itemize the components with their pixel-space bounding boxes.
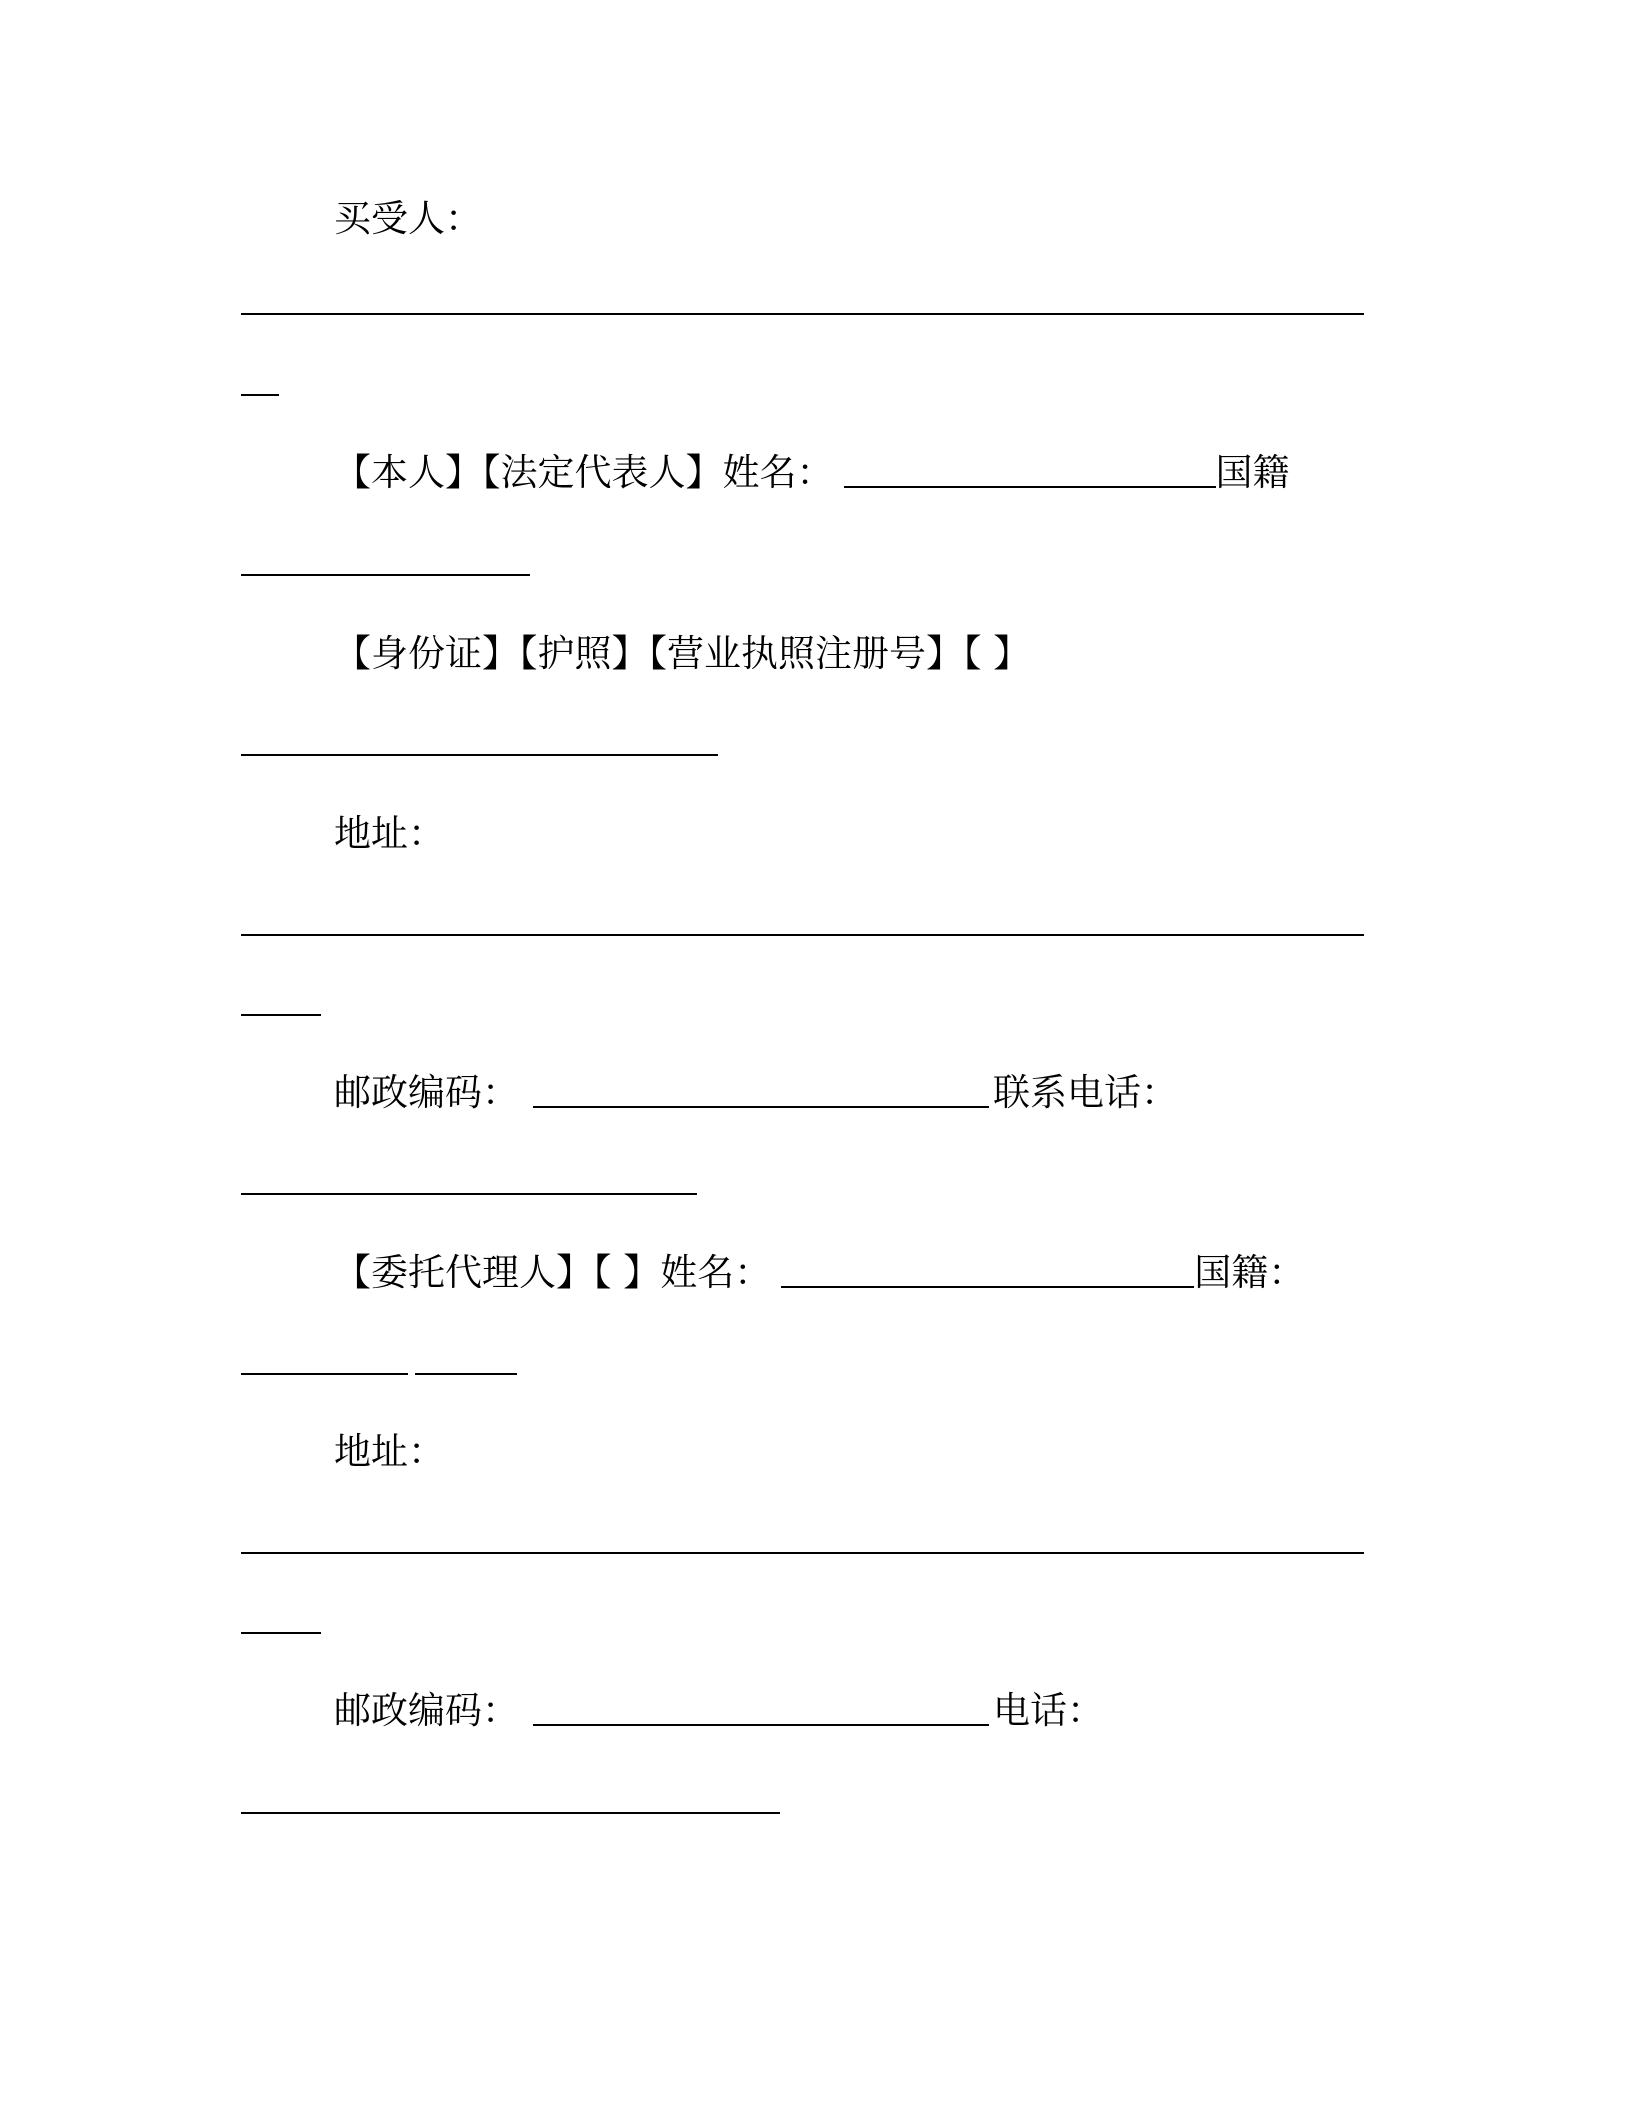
buyer-heading: 买受人： bbox=[334, 197, 482, 240]
buyer-heading-line bbox=[334, 196, 482, 242]
principal-phone-blank[interactable] bbox=[241, 1193, 697, 1195]
principal-role-label: 【本人】【法定代表人】姓名： bbox=[334, 451, 834, 494]
agent-contact-line bbox=[334, 1688, 1104, 1734]
principal-id-type-label: 【身份证】【护照】【营业执照注册号】【 】 bbox=[334, 632, 1031, 675]
agent-address-blank-continued[interactable] bbox=[241, 1632, 321, 1634]
principal-address-blank-continued[interactable] bbox=[241, 1014, 321, 1016]
principal-address-blank[interactable] bbox=[241, 934, 1364, 936]
principal-contact-line bbox=[334, 1070, 1178, 1116]
agent-name-line bbox=[334, 1250, 1305, 1296]
principal-name-line bbox=[334, 450, 1290, 496]
agent-phone-blank[interactable] bbox=[241, 1812, 780, 1814]
agent-address-line bbox=[334, 1429, 445, 1475]
agent-nationality-label: 国籍： bbox=[1194, 1251, 1306, 1294]
principal-nationality-label: 国籍 bbox=[1215, 451, 1290, 494]
agent-phone-label: 电话： bbox=[993, 1689, 1104, 1732]
principal-id-line bbox=[334, 631, 1030, 677]
principal-address-line bbox=[334, 811, 445, 857]
agent-name-blank[interactable] bbox=[781, 1286, 1194, 1288]
principal-nationality-blank[interactable] bbox=[241, 574, 530, 576]
principal-name-blank[interactable] bbox=[844, 486, 1216, 488]
principal-id-number-blank[interactable] bbox=[241, 754, 718, 756]
agent-postal-label: 邮政编码： bbox=[334, 1689, 519, 1732]
agent-address-label: 地址： bbox=[334, 1430, 445, 1473]
buyer-name-blank[interactable] bbox=[241, 313, 1364, 315]
agent-nationality-blank[interactable] bbox=[241, 1373, 408, 1375]
agent-postal-blank[interactable] bbox=[533, 1724, 989, 1726]
buyer-name-blank-continued[interactable] bbox=[241, 394, 279, 396]
principal-postal-label: 邮政编码： bbox=[334, 1071, 519, 1114]
agent-nationality-blank-part2[interactable] bbox=[415, 1373, 517, 1375]
agent-role-label: 【委托代理人】【 】姓名： bbox=[334, 1251, 772, 1294]
principal-phone-label: 联系电话： bbox=[993, 1071, 1178, 1114]
agent-address-blank[interactable] bbox=[241, 1552, 1364, 1554]
principal-postal-blank[interactable] bbox=[533, 1106, 989, 1108]
principal-address-label: 地址： bbox=[334, 812, 445, 855]
